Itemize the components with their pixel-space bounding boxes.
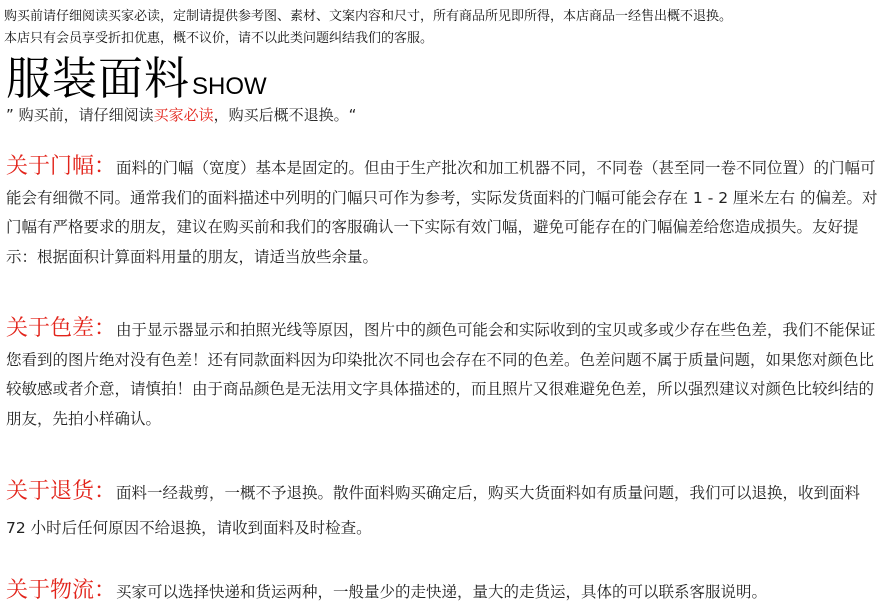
- section-body: 由于显示器显示和拍照光线等原因，图片中的颜色可能会和实际收到的宝贝或多或少存在些色差，我们不能保证您看到的图片绝对没有色差！还有同款面料因为印染批次不同也会存在不同的色差。色差问题不属于质量问题，如果您对颜色比较敏感或者介意，请慎拍！由于商品颜色是无法用文字具体描述的，而且照片又很难避免色差，所以强烈建议对颜色比较纠结的朋友，先拍小样确认。: [6, 321, 876, 428]
- tagline: [6, 102, 356, 128]
- section-color-difference: [6, 314, 878, 434]
- notice-line-2: 本店只有会员享受折扣优惠，概不议价，请不以此类问题纠结我们的客服。: [4, 31, 434, 46]
- page-title-sub: SHOW: [192, 73, 267, 100]
- section-logistics: [6, 573, 878, 610]
- tagline-emphasis: 买家必读: [153, 106, 214, 124]
- section-heading: 关于物流：: [6, 578, 117, 603]
- page-title-main: 服装面料: [6, 52, 191, 105]
- tagline-open-quote: ”: [6, 106, 14, 124]
- store-notice: [4, 6, 884, 50]
- section-returns: [6, 474, 878, 546]
- section-body: 面料的门幅（宽度）基本是固定的。但由于生产批次和加工机器不同，不同卷（甚至同一卷不同位置）的门幅可能会有细微不同。通常我们的面料描述中列明的门幅只可作为参考，实际发货面料的门幅可能会存在 1 - 2 厘米左右 的偏差。对门幅有严格要求的朋友，建议在购买前和我们的客服确认一下实际有效门幅，避免可能存在的门幅偏差给您造成损失。友好提示：根据面积计算面料用量的朋友，请适当放些余量。: [6, 159, 878, 266]
- section-body: 面料一经裁剪，一概不予退换。散件面料购买确定后，购买大货面料如有质量问题，我们可以退换，收到面料 72 小时后任何原因不给退换，请收到面料及时检查。: [6, 484, 861, 537]
- notice-line-1: 购买前请仔细阅读买家必读，定制请提供参考图、素材、文案内容和尺寸，所有商品所见即所得，本店商品一经售出概不退换。: [4, 9, 733, 24]
- page-title: [6, 50, 267, 104]
- tagline-before: 购买前，请仔细阅读: [18, 106, 154, 124]
- section-body: 买家可以选择快递和货运两种，一般量少的走快递，量大的走货运，具体的可以联系客服说明。: [116, 583, 768, 601]
- section-heading: 关于色差：: [6, 316, 117, 341]
- tagline-after: ，购买后概不退换。: [213, 106, 349, 124]
- section-width: [6, 152, 878, 272]
- section-heading: 关于门幅：: [6, 154, 117, 179]
- tagline-close-quote: “: [348, 106, 357, 124]
- section-heading: 关于退货：: [6, 479, 117, 504]
